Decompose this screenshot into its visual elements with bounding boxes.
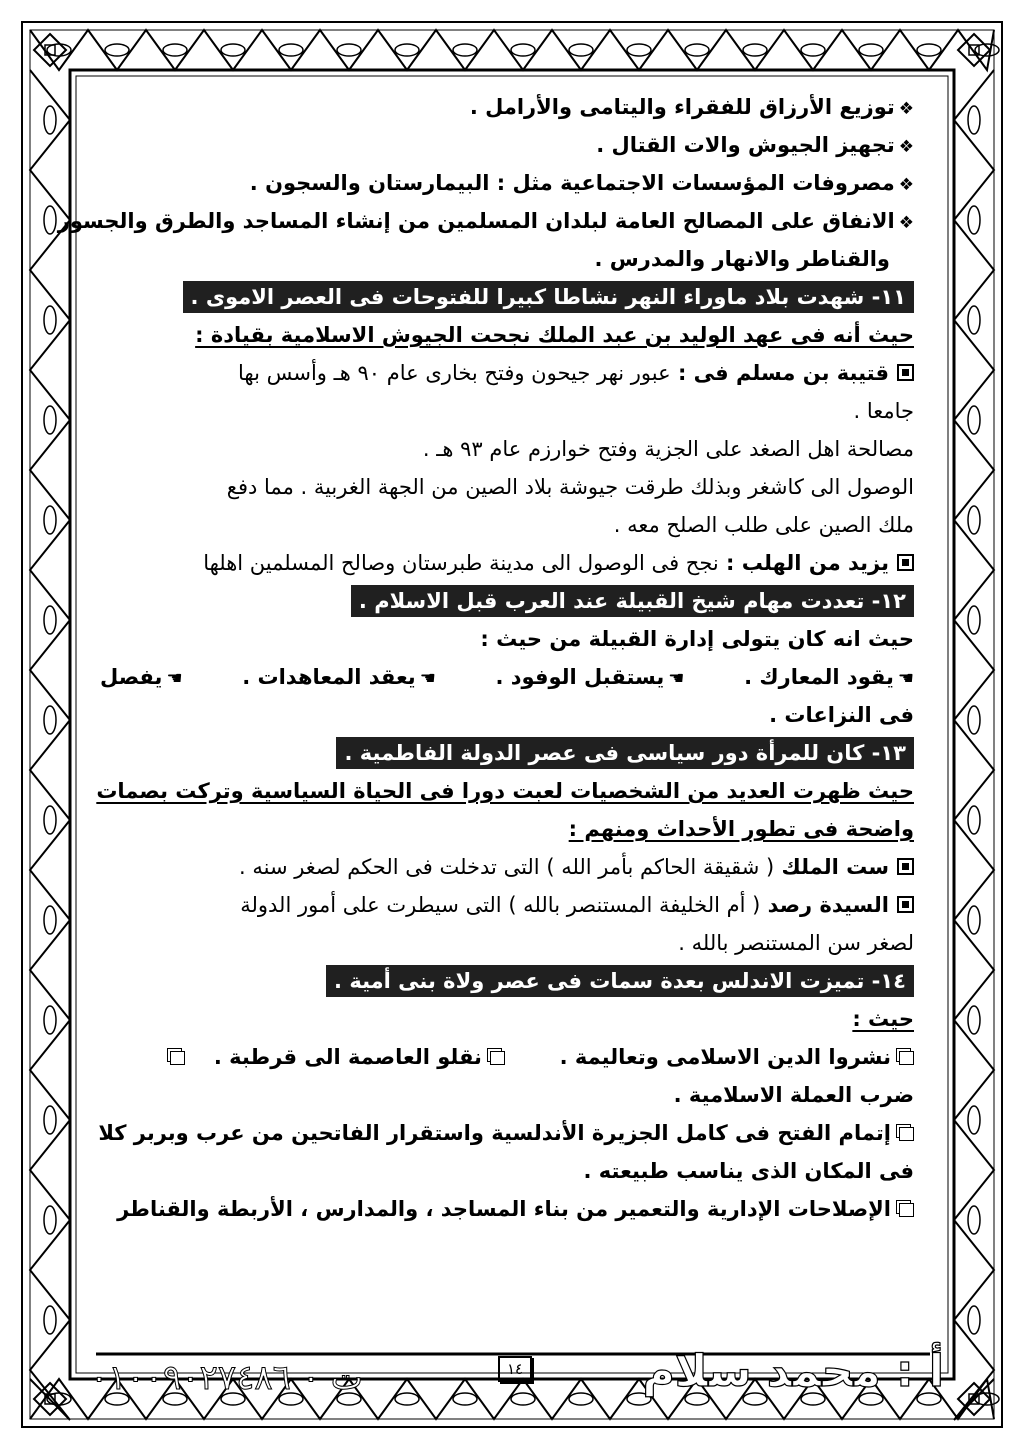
text-line: ملك الصين على طلب الصلح معه .: [613, 513, 914, 537]
list-item: السيدة رصد ( أم الخليفة المستنصر بالله ) التى سيطرت على أمور الدولة: [100, 886, 914, 924]
text-line: فى النزاعات .: [769, 703, 914, 727]
list-item: ست الملك ( شقيقة الحاكم بأمر الله ) التى تدخلت فى الحكم لصغر سنه .: [100, 848, 914, 886]
pointing-hand-icon: ☚: [897, 668, 914, 689]
diamond-bullet-icon: ❖: [898, 137, 914, 157]
list-row: [100, 658, 914, 696]
diamond-bullet-icon: ❖: [898, 99, 914, 119]
question-13-header: ١٣- كان للمرأة دور سياسى فى عصر الدولة الفاطمية .: [336, 737, 914, 769]
list-item: ☚يعقد المعاهدات .: [242, 665, 436, 689]
text-line: ضرب العملة الاسلامية .: [673, 1083, 914, 1107]
page-number: ١٤: [498, 1356, 532, 1382]
page-content: [57, 88, 914, 1228]
copy-bullet-icon: [170, 1051, 185, 1065]
list-item: يزيد من الهلب : نجح فى الوصول الى مدينة طبرستان وصالح المسلمين اهلها: [100, 544, 914, 582]
question-14-header: ١٤- تميزت الاندلس بعدة سمات فى عصر ولاة بنى أمية .: [326, 965, 914, 997]
list-item: ❖الانفاق على المصالح العامة لبلدان المسلمين من إنشاء المساجد والطرق والجسور: [57, 209, 914, 233]
square-bullet-icon: [897, 896, 914, 913]
list-item: قتيبة بن مسلم فى : عبور نهر جيحون وفتح بخارى عام ٩٠ هـ وأسس بها: [100, 354, 914, 392]
copy-bullet-icon: [899, 1127, 914, 1141]
list-row: نشروا الدين الاسلامى وتعاليمة . نقلو العاصمة الى قرطبة .: [100, 1038, 914, 1076]
pointing-hand-icon: ☚: [166, 668, 183, 689]
copy-bullet-icon: [899, 1051, 914, 1065]
question-14-header-row: [100, 962, 914, 1000]
pointing-hand-icon: ☚: [419, 668, 436, 689]
text-line: فى المكان الذى يناسب طبيعته .: [583, 1159, 914, 1183]
question-13-intro: حيث ظهرت العديد من الشخصيات لعبت دورا فى الحياة السياسية وتركت بصمات: [96, 779, 914, 803]
copy-bullet-icon: [899, 1203, 914, 1217]
diamond-bullet-icon: ❖: [898, 213, 914, 233]
phone-number: ت ٠ ٠١٠٠٩٠٢٧٤٨٦: [90, 1358, 363, 1398]
question-11-header-row: [100, 278, 914, 316]
diamond-bullet-icon: ❖: [898, 175, 914, 195]
text-line: الوصول الى كاشغر وبذلك طرقت جيوشة بلاد الصين من الجهة الغربية . مما دفع: [226, 475, 914, 499]
square-bullet-icon: [897, 364, 914, 381]
square-bullet-icon: [897, 858, 914, 875]
question-11-intro: حيث أنه فى عهد الوليد بن عبد الملك نجحت الجيوش الاسلامية بقيادة :: [195, 323, 914, 347]
pointing-hand-icon: ☚: [668, 668, 685, 689]
square-bullet-icon: [897, 554, 914, 571]
text-line: جامعا .: [853, 399, 914, 423]
list-item: ❖مصروفات المؤسسات الاجتماعية مثل : البيمارستان والسجون .: [249, 171, 914, 195]
text-line: مصالحة اهل الصغد على الجزية وفتح خوارزم عام ٩٣ هـ .: [422, 437, 914, 461]
question-12-intro: حيث انه كان يتولى إدارة القبيلة من حيث :: [480, 627, 914, 651]
question-14-intro: حيث :: [852, 1007, 914, 1031]
text-line: والقناطر والانهار والمدرس .: [594, 247, 890, 271]
question-13-header-row: [100, 734, 914, 772]
page-footer: [80, 1346, 944, 1414]
list-item: الإصلاحات الإدارية والتعمير من بناء المساجد ، والمدارس ، الأربطة والقناطر: [100, 1190, 914, 1228]
question-11-header: ١١- شهدت بلاد ماوراء النهر نشاطا كبيرا للفتوحات فى العصر الاموى .: [183, 281, 914, 313]
list-item: ☚يفصل: [100, 665, 183, 689]
author-name: أ : محمد سلام: [642, 1346, 944, 1397]
list-item: ☚يستقبل الوفود .: [495, 665, 685, 689]
list-item: ❖تجهيز الجيوش والات القتال .: [596, 133, 914, 157]
question-12-header: ١٢- تعددت مهام شيخ القبيلة عند العرب قبل الاسلام .: [351, 585, 914, 617]
list-item: ☚يقود المعارك .: [744, 665, 914, 689]
text-line: لصغر سن المستنصر بالله .: [678, 931, 914, 955]
question-12-header-row: [100, 582, 914, 620]
question-13-intro-cont: واضحة فى تطور الأحداث ومنهم :: [568, 817, 914, 841]
list-item: ❖توزيع الأرزاق للفقراء واليتامى والأرامل .: [469, 95, 914, 119]
copy-bullet-icon: [490, 1051, 505, 1065]
list-item: إتمام الفتح فى كامل الجزيرة الأندلسية واستقرار الفاتحين من عرب وبربر كلا: [100, 1114, 914, 1152]
